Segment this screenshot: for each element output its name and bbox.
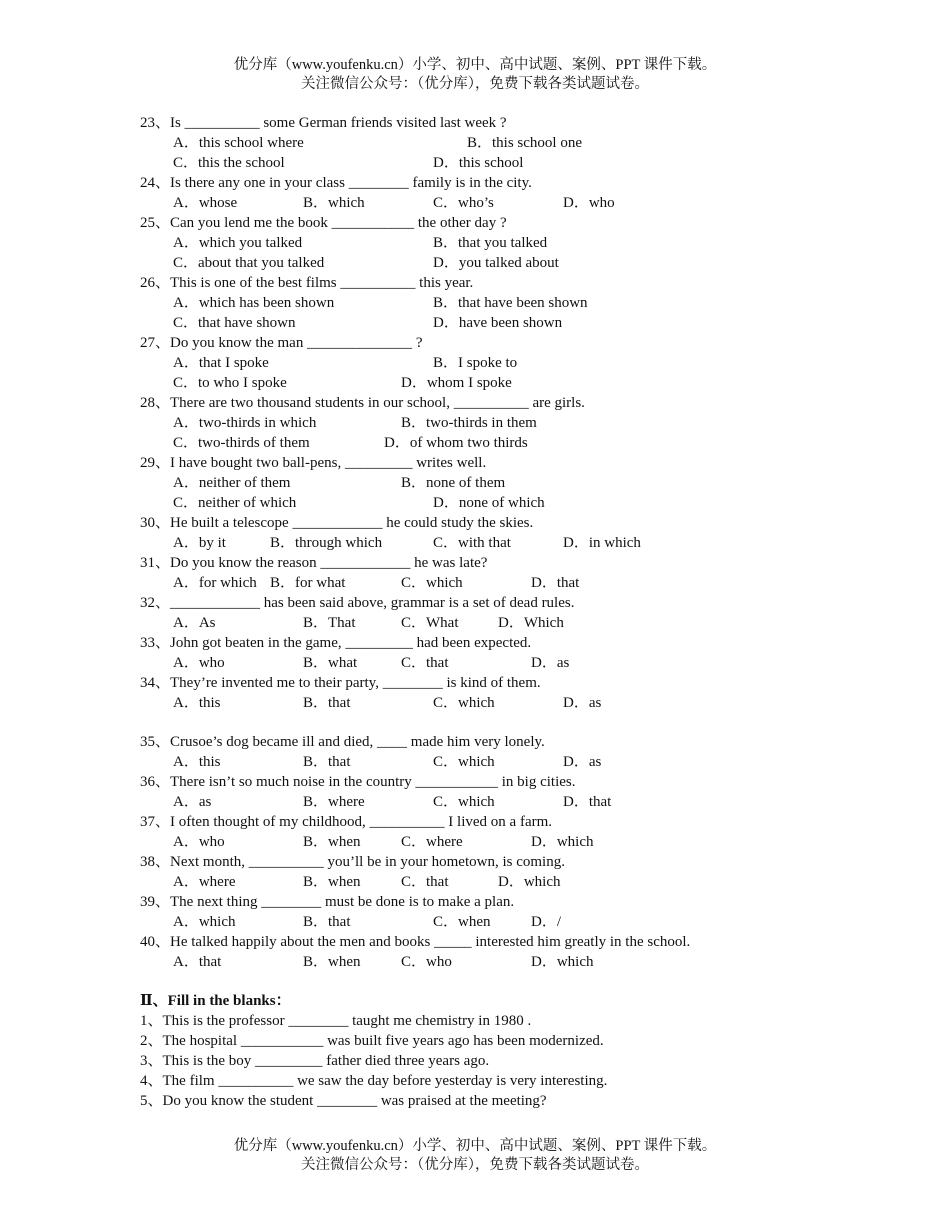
answer-option: B．where [303,794,365,810]
answer-option: A．this school where [173,135,304,151]
question-stem: 39、The next thing ________ must be done is to make a plan. [140,894,515,910]
options-row [140,613,920,633]
options-row [140,193,920,213]
options-row [140,693,920,713]
answer-option: C．that [401,655,449,671]
question-item [140,213,920,273]
options-row [140,493,920,513]
question-stem: 28、There are two thousand students in our school, __________ are girls. [140,395,585,411]
question-item [140,513,920,553]
answer-option: B．which [303,195,365,211]
question-stem: 31、Do you know the reason ____________ he was late? [140,555,488,571]
answer-option: A．as [173,794,212,810]
answer-option: C．this the school [173,155,285,171]
answer-option: D．none of which [433,495,545,511]
question-stem: 27、Do you know the man ______________ ? [140,335,423,351]
fill-blank-item: 5、Do you know the student ________ was praised at the meeting? [140,1093,547,1109]
answer-option: A．which has been shown [173,295,335,311]
answer-option: C．which [433,695,495,711]
question-item [140,633,920,673]
question-stem: 40、He talked happily about the men and books _____ interested him greatly in the school. [140,934,691,950]
header-line-1: 优分库（www.youfenku.cn）小学、初中、高中试题、案例、PPT 课件下载。 [233,57,717,73]
question-item [140,892,920,932]
fill-blank-item: 2、The hospital ___________ was built five years ago has been modernized. [140,1033,604,1049]
answer-option: D．of whom two thirds [384,435,528,451]
answer-option: C．which [433,754,495,770]
answer-option: C．which [433,794,495,810]
fill-blank-item: 1、This is the professor ________ taught me chemistry in 1980 . [140,1013,532,1029]
spacer [140,713,920,732]
question-stem: 23、Is __________ some German friends visited last week ? [140,115,507,131]
answer-option: B．through which [270,535,383,551]
options-row [140,353,920,373]
question-stem: 25、Can you lend me the book ___________ the other day ? [140,215,507,231]
answer-option: A．by it [173,535,226,551]
options-row [140,832,920,852]
answer-option: A．two-thirds in which [173,415,317,431]
answer-option: A．which you talked [173,235,303,251]
answer-option: C．with that [433,535,511,551]
question-item [140,593,920,633]
question-stem: 26、This is one of the best films __________ this year. [140,275,474,291]
answer-option: A．this [173,754,221,770]
options-row [140,153,920,173]
answer-option: D．you talked about [433,255,559,271]
question-item [140,393,920,453]
question-item [140,852,920,892]
answer-option: C．which [401,575,463,591]
spacer [140,972,920,991]
answer-option: C．about that you talked [173,255,325,271]
question-item [140,173,920,213]
answer-option: B．for what [270,575,346,591]
answer-option: C．who [401,954,452,970]
answer-option: C．that [401,874,449,890]
answer-option: D．/ [531,914,562,930]
answer-option: B．that [303,754,351,770]
answer-option: B．that [303,695,351,711]
page-header [0,56,950,94]
options-row [140,952,920,972]
options-row [140,373,920,393]
answer-option: A．that I spoke [173,355,269,371]
question-item [140,673,920,713]
question-stem: 38、Next month, __________ you’ll be in your hometown, is coming. [140,854,565,870]
answer-option: A．whose [173,195,238,211]
footer-line-2: 关注微信公众号：（优分库），免费下载各类试题试卷。 [301,1157,649,1173]
question-stem: 37、I often thought of my childhood, __________ I lived on a farm. [140,814,553,830]
question-stem: 36、There isn’t so much noise in the country ___________ in big cities. [140,774,576,790]
page-footer [0,1137,950,1175]
question-stem: 35、Crusoe’s dog became ill and died, ____ made him very lonely. [140,734,545,750]
answer-option: B．That [303,615,356,631]
exam-content [140,113,920,1111]
question-item [140,273,920,333]
answer-option: B．that [303,914,351,930]
answer-option: B．when [303,874,361,890]
options-row [140,413,920,433]
answer-option: A．for which [173,575,257,591]
answer-option: D．as [563,754,602,770]
answer-option: B．when [303,954,361,970]
question-stem: 34、They’re invented me to their party, ________ is kind of them. [140,675,541,691]
question-item [140,812,920,852]
answer-option: C．that have shown [173,315,296,331]
options-row [140,233,920,253]
answer-option: A．that [173,954,222,970]
options-row [140,912,920,932]
answer-option: D．which [498,874,561,890]
answer-option: D．who [563,195,615,211]
options-row [140,293,920,313]
question-item [140,553,920,593]
options-row [140,573,920,593]
options-row [140,433,920,453]
answer-option: D．that [563,794,612,810]
answer-option: B．two-thirds in them [401,415,537,431]
footer-line-1: 优分库（www.youfenku.cn）小学、初中、高中试题、案例、PPT 课件下载。 [233,1138,717,1154]
section-title: Ⅱ、Fill in the blanks： [140,993,291,1009]
answer-option: C．two-thirds of them [173,435,310,451]
answer-option: B．when [303,834,361,850]
answer-option: B．that you talked [433,235,548,251]
answer-option: C．What [401,615,459,631]
options-row [140,792,920,812]
answer-option: D．as [531,655,570,671]
question-item [140,113,920,173]
answer-option: D．which [531,834,594,850]
answer-option: D．have been shown [433,315,563,331]
answer-option: A．As [173,615,216,631]
question-item [140,453,920,513]
answer-option: B．what [303,655,358,671]
answer-option: C．where [401,834,463,850]
question-stem: 30、He built a telescope ____________ he could study the skies. [140,515,534,531]
answer-option: A．this [173,695,221,711]
answer-option: D．that [531,575,580,591]
answer-option: B．this school one [467,135,582,151]
answer-option: C．when [433,914,491,930]
answer-option: A．who [173,655,225,671]
options-row [140,133,920,153]
answer-option: B．none of them [401,475,506,491]
answer-option: D．as [563,695,602,711]
header-line-2: 关注微信公众号：（优分库），免费下载各类试题试卷。 [301,76,649,92]
options-row [140,533,920,553]
answer-option: D．Which [498,615,564,631]
answer-option: B．I spoke to [433,355,518,371]
question-stem: 29、I have bought two ball-pens, _________ writes well. [140,455,487,471]
question-item [140,333,920,393]
question-item [140,732,920,772]
answer-option: D．whom I spoke [401,375,512,391]
fill-blank-item: 3、This is the boy _________ father died three years ago. [140,1053,490,1069]
options-row [140,752,920,772]
options-row [140,313,920,333]
fill-blank-item: 4、The film __________ we saw the day before yesterday is very interesting. [140,1073,608,1089]
answer-option: C．who’s [433,195,494,211]
question-stem: 32、____________ has been said above, grammar is a set of dead rules. [140,595,575,611]
answer-option: A．which [173,914,236,930]
question-stem: 24、Is there any one in your class ________ family is in the city. [140,175,532,191]
question-stem: 33、John got beaten in the game, _________ had been expected. [140,635,532,651]
options-row [140,473,920,493]
answer-option: A．neither of them [173,475,291,491]
answer-option: D．in which [563,535,641,551]
options-row [140,253,920,273]
options-row [140,653,920,673]
question-item [140,772,920,812]
answer-option: C．to who I spoke [173,375,287,391]
answer-option: A．who [173,834,225,850]
answer-option: D．which [531,954,594,970]
question-item [140,932,920,972]
answer-option: C．neither of which [173,495,297,511]
answer-option: A．where [173,874,236,890]
options-row [140,872,920,892]
answer-option: B．that have been shown [433,295,588,311]
answer-option: D．this school [433,155,524,171]
